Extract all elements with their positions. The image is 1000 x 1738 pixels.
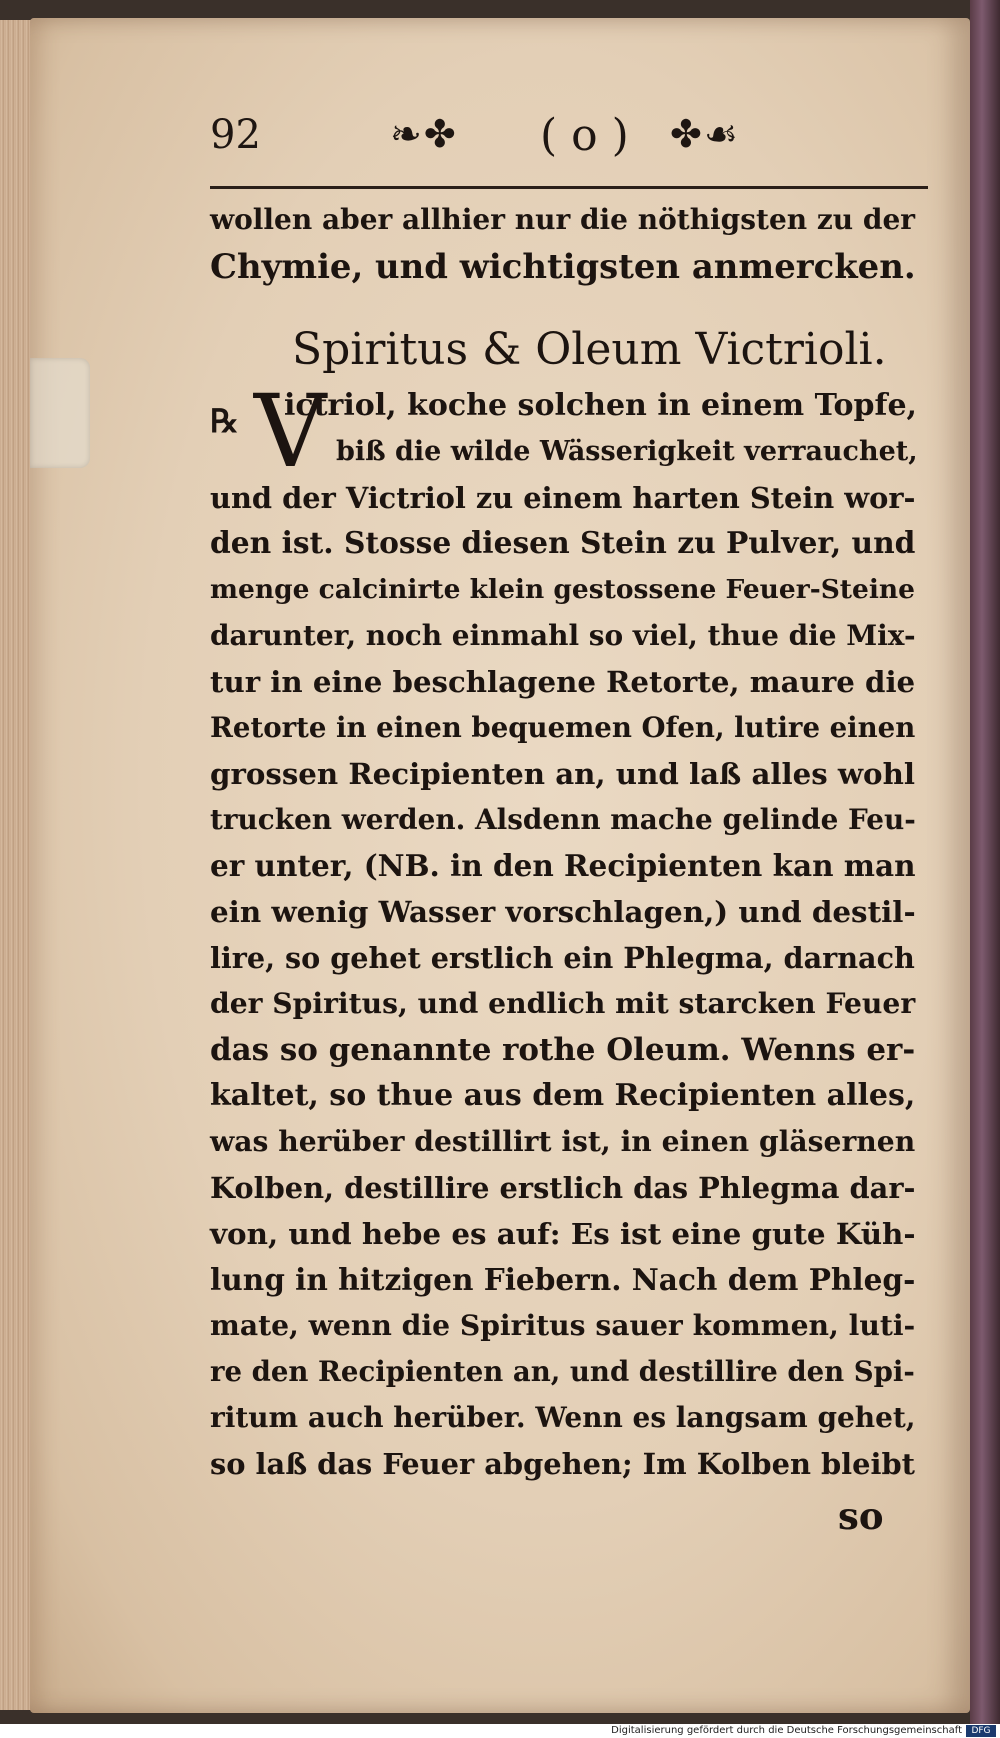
body-line: trucken werden. Alsdenn mache gelinde Feu- xyxy=(210,803,916,836)
body-line: er unter, (NB. in den Recipienten kan man xyxy=(210,848,916,883)
bookmark-tab xyxy=(30,358,90,468)
body-line: grossen Recipienten an, und laß alles wohl xyxy=(210,757,915,791)
body-line: das so genannte rothe Oleum. Wenns er- xyxy=(210,1032,916,1068)
body-line: Kolben, destillire erstlich das Phlegma dar- xyxy=(210,1171,916,1205)
body-line: mate, wenn die Spiritus sauer kommen, luti- xyxy=(210,1309,916,1342)
facing-page-edge xyxy=(970,0,1000,1738)
body-line: darunter, noch einmahl so viel, thue die Mix- xyxy=(210,619,916,652)
body-line: re den Recipienten an, und destillire den Spi- xyxy=(210,1356,915,1388)
body-line: so laß das Feuer abgehen; Im Kolben bleibt xyxy=(210,1447,915,1481)
recipe-mark: ℞ xyxy=(210,402,239,440)
body-line: ritum auch herüber. Wenn es langsam gehet, xyxy=(210,1401,916,1434)
page-number: 92 xyxy=(210,112,261,158)
running-head xyxy=(210,112,930,172)
drop-cap: V xyxy=(254,373,327,490)
body-line: biß die wilde Wässerigkeit verrauchet, xyxy=(336,436,918,467)
body-line: den ist. Stosse diesen Stein zu Pulver, und xyxy=(210,526,916,561)
ornament-left-icon: ❧✤ xyxy=(390,112,458,156)
body-line: Retorte in einen bequemen Ofen, lutire einen xyxy=(210,711,916,744)
ornament-center: ( o ) xyxy=(540,110,629,161)
body-line: lung in hitzigen Fiebern. Nach dem Phleg- xyxy=(210,1262,916,1297)
ornament-right-icon: ✤☙ xyxy=(670,112,740,156)
body-line: was herüber destillirt ist, in einen gläsernen xyxy=(210,1125,916,1158)
body-line: menge calcinirte klein gestossene Feuer-Steine xyxy=(210,574,916,605)
body-line: ein wenig Wasser vorschlagen,) und destil- xyxy=(210,894,916,929)
text-line: Chymie, und wichtigsten anmercken. xyxy=(210,246,916,286)
text-line: wollen aber allhier nur die nöthigsten zu der xyxy=(210,203,916,236)
body-line: ictriol, koche solchen in einem Topfe, xyxy=(284,388,917,423)
body-line: tur in eine beschlagene Retorte, maure die xyxy=(210,665,916,699)
section-heading: Spiritus & Oleum Victrioli. xyxy=(292,324,887,375)
footer xyxy=(0,1724,1000,1738)
footer-credit: Digitalisierung gefördert durch die Deutsche Forschungsgemeinschaft xyxy=(611,1725,962,1736)
body-line: kaltet, so thue aus dem Recipienten alles, xyxy=(210,1078,916,1113)
dfg-logo: DFG xyxy=(966,1725,996,1737)
header-rule xyxy=(210,186,928,189)
body-line: lire, so gehet erstlich ein Phlegma, darnach xyxy=(210,941,915,975)
body-line: der Spiritus, und endlich mit starcken Feuer xyxy=(210,987,916,1020)
body-line: von, und hebe es auf: Es ist eine gute Küh- xyxy=(210,1216,916,1251)
body-line: und der Victriol zu einem harten Stein wor- xyxy=(210,481,916,515)
catchword: so xyxy=(838,1494,884,1538)
